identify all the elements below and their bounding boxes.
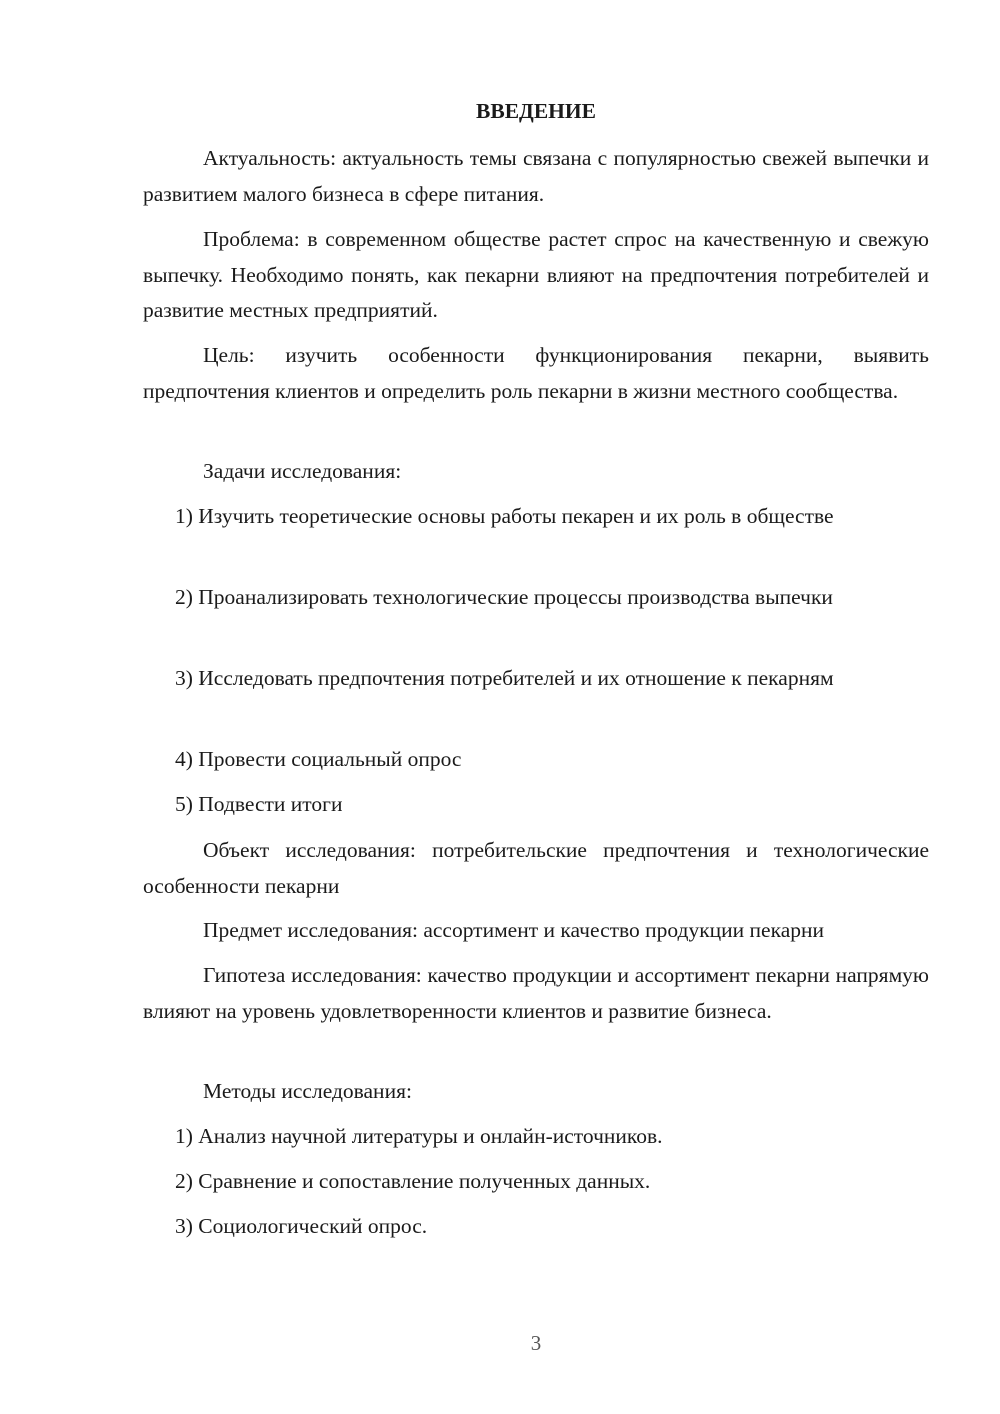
goal-paragraph: Цель: изучить особенности функционирования пекарни, выявить предпочтения клиентов и определить роль пекарни в жизни местного сообщества.	[143, 343, 929, 403]
task-item-5: 5) Подвести итоги	[175, 792, 343, 816]
hypothesis-paragraph: Гипотеза исследования: качество продукции и ассортимент пекарни напрямую влияют на уровень удовлетворенности клиентов и развитие бизнеса.	[143, 963, 929, 1023]
task-item-4: 4) Провести социальный опрос	[175, 747, 462, 771]
method-item-3: 3) Социологический опрос.	[175, 1214, 428, 1238]
problem-paragraph: Проблема: в современном обществе растет спрос на качественную и свежую выпечку. Необходимо понять, как пекарни влияют на предпочтения потребителей и развитие местных предприятий.	[143, 227, 929, 322]
section-title: ВВЕДЕНИЕ	[476, 99, 596, 123]
task-item-2: 2) Проанализировать технологические процессы производства выпечки	[175, 585, 833, 609]
method-item-1: 1) Анализ научной литературы и онлайн-источников.	[175, 1124, 663, 1148]
tasks-heading: Задачи исследования:	[203, 459, 402, 483]
methods-heading: Методы исследования:	[203, 1079, 412, 1103]
object-paragraph: Объект исследования: потребительские предпочтения и технологические особенности пекарни	[143, 838, 929, 898]
relevance-paragraph: Актуальность: актуальность темы связана с популярностью свежей выпечки и развитием малого бизнеса в сфере питания.	[143, 146, 929, 206]
task-item-3: 3) Исследовать предпочтения потребителей и их отношение к пекарням	[175, 666, 834, 690]
page-number: 3	[530, 1331, 542, 1355]
method-item-2: 2) Сравнение и сопоставление полученных данных.	[175, 1169, 651, 1193]
task-item-1: 1) Изучить теоретические основы работы пекарен и их роль в обществе	[175, 504, 834, 528]
subject-paragraph: Предмет исследования: ассортимент и качество продукции пекарни	[203, 918, 825, 942]
